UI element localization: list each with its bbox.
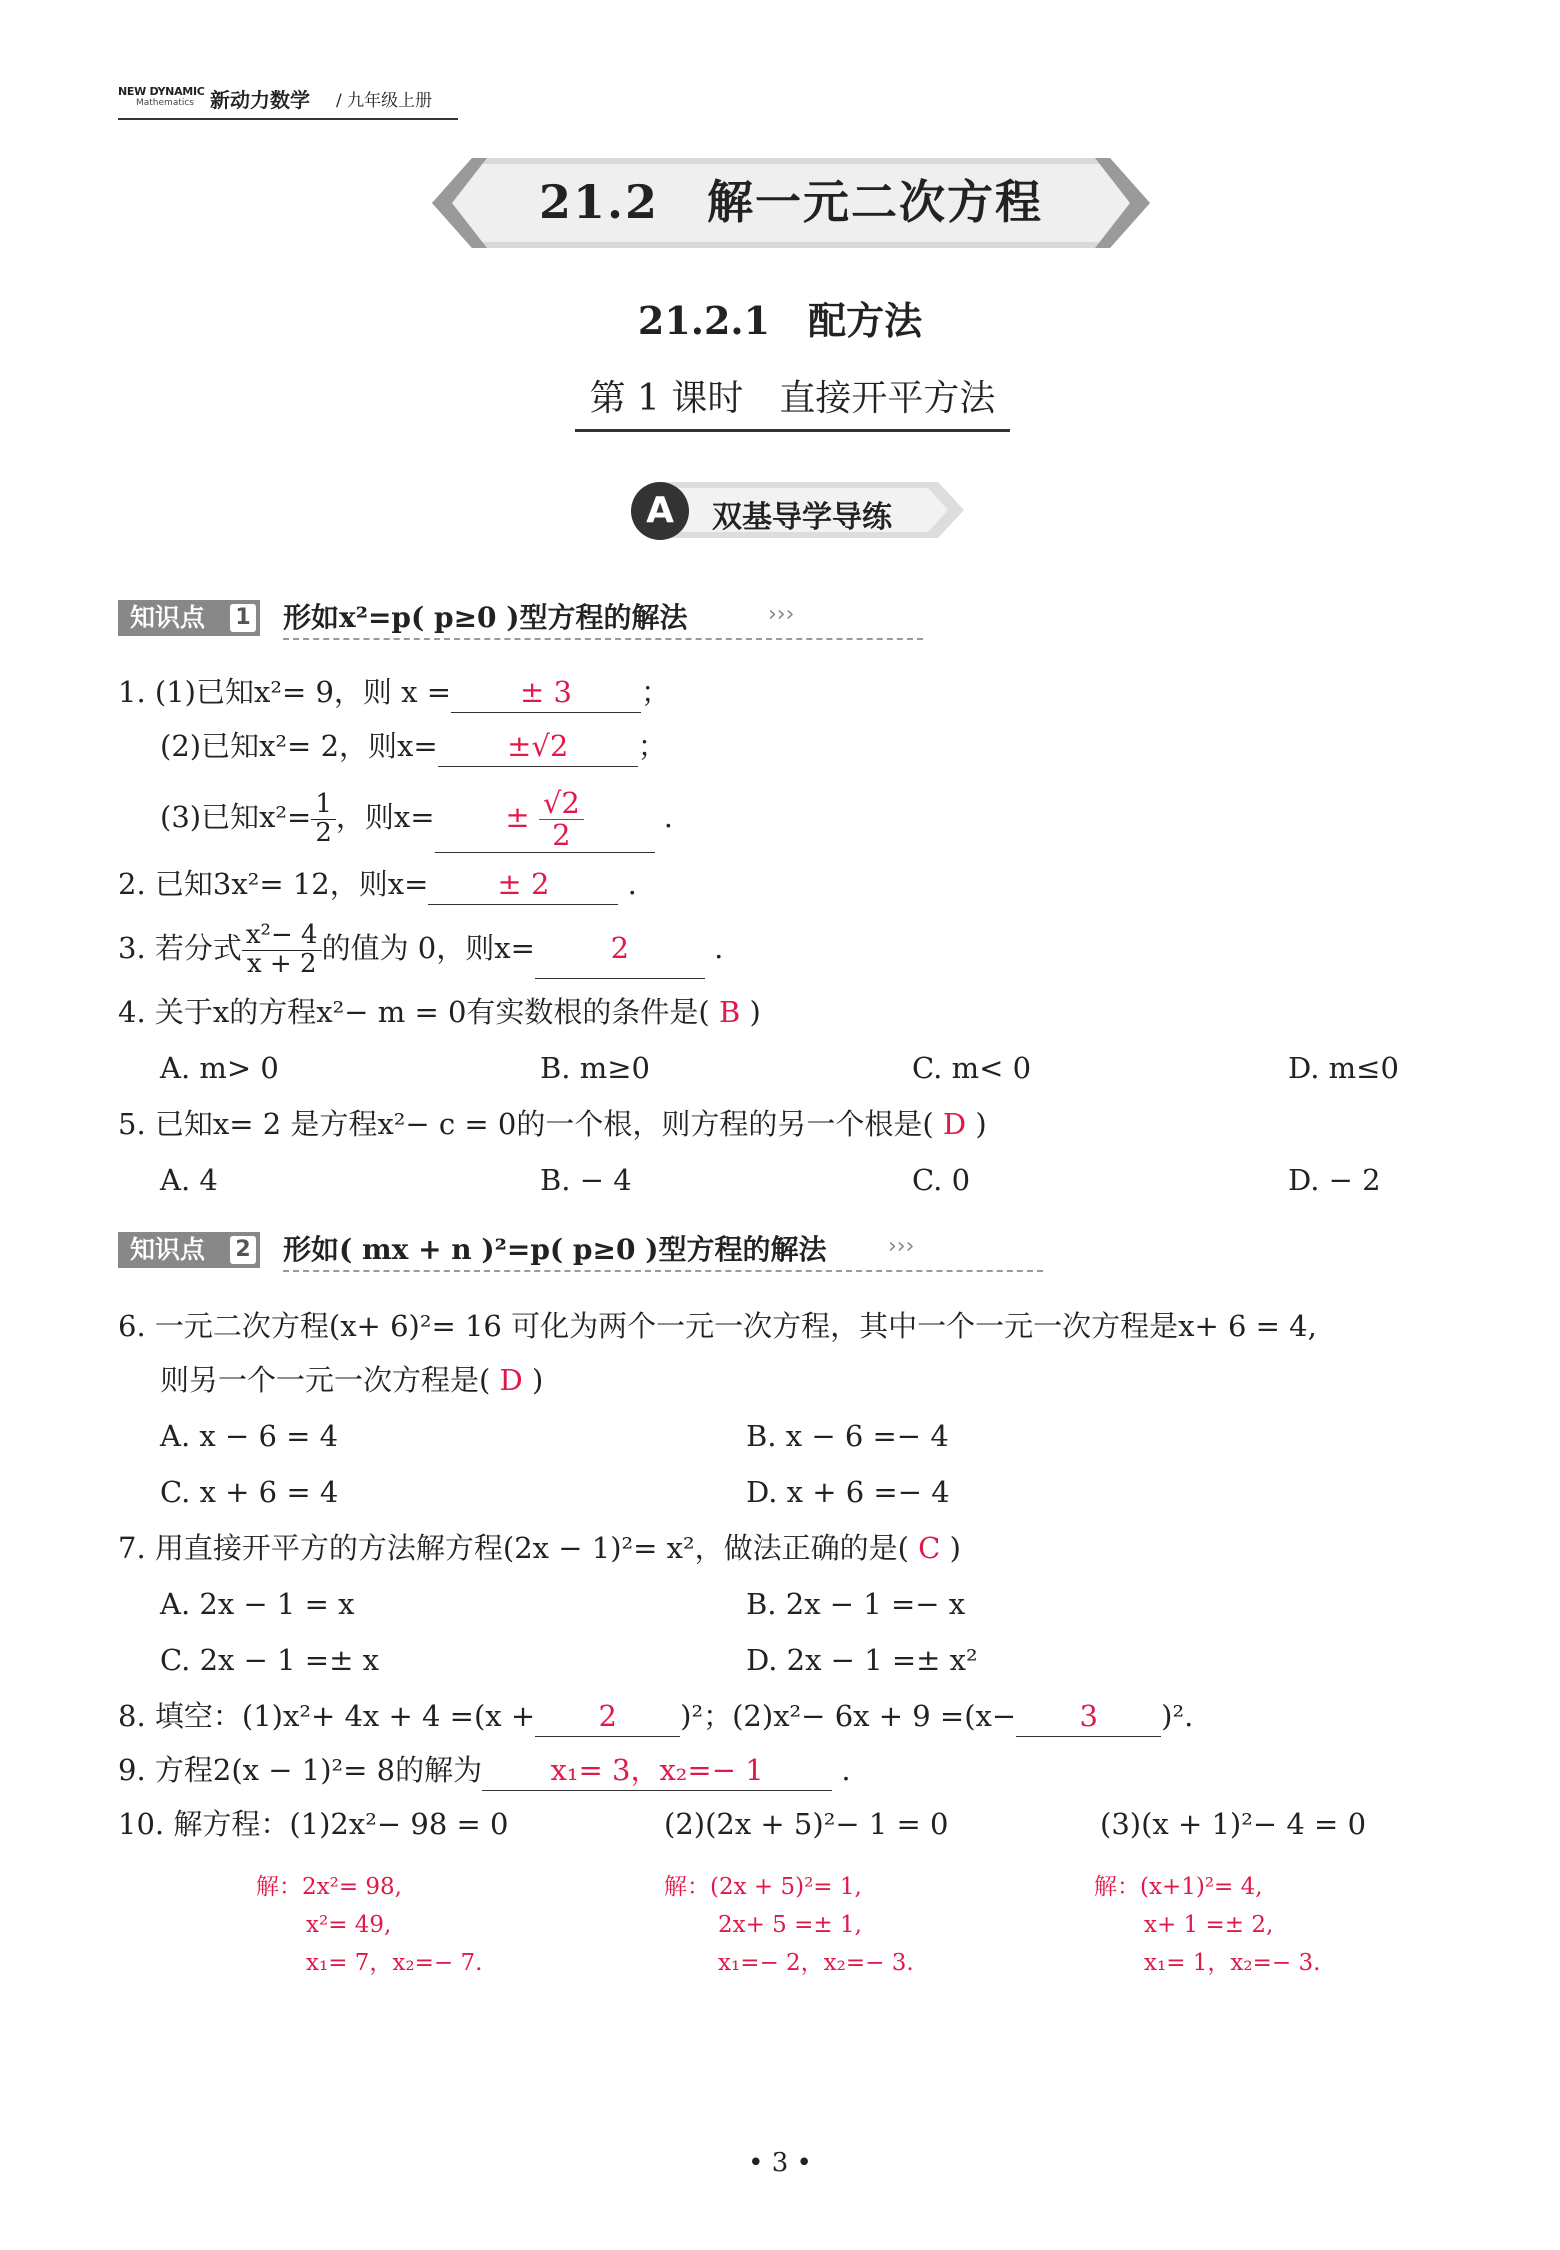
question-7: 7. 用直接开平方的方法解方程(2x − 1)²= x²，做法正确的是( C ) <box>118 1531 961 1565</box>
option-4c: C. m< 0 <box>912 1051 1032 1085</box>
answer-6: D <box>499 1363 523 1397</box>
solution-10-3-line2: x+ 1 =± 2, <box>1144 1912 1274 1938</box>
answer-1c: ± $\frac{√2}{2}$ <box>435 782 655 853</box>
option-6b: B. x − 6 =− 4 <box>746 1419 949 1453</box>
question-4: 4. 关于x的方程x²− m = 0有实数根的条件是( B ) <box>118 995 761 1029</box>
option-7a: A. 2x − 1 = x <box>160 1587 355 1621</box>
answer-8b: 3 <box>1016 1696 1161 1737</box>
answer-5: D <box>942 1107 967 1141</box>
knowledge-point-title: 形如x²=p( p≥0 )型方程的解法 <box>283 601 688 634</box>
dashed-divider <box>283 638 923 640</box>
knowledge-point-number: 1 <box>230 604 256 632</box>
option-7b: B. 2x − 1 =− x <box>746 1587 966 1621</box>
option-4b: B. m≥0 <box>540 1051 650 1085</box>
option-5b: B. − 4 <box>540 1163 632 1197</box>
question-2: 2. 已知3x²= 12，则x= ± 2 . <box>118 864 637 905</box>
series-name: 新动力数学 <box>210 88 310 112</box>
lesson-title: 第 1 课时 直接开平方法 <box>575 370 1010 432</box>
option-7c: C. 2x − 1 =± x <box>160 1643 379 1677</box>
chapter-title: 21.2 解一元二次方程 <box>538 175 1044 229</box>
solution-10-2-line1: 解：(2x + 5)²= 1, <box>664 1874 862 1900</box>
section-a-label: 双基导学导练 <box>712 500 892 535</box>
option-4a: A. m> 0 <box>160 1051 279 1085</box>
knowledge-point-2 <box>118 1232 938 1268</box>
question-10-part3: (3)(x + 1)²− 4 = 0 <box>1100 1807 1367 1841</box>
solution-10-2-line3: x₁=− 2，x₂=− 3. <box>718 1950 914 1976</box>
option-6a: A. x − 6 = 4 <box>160 1419 339 1453</box>
question-1c: (3)已知x²= $\frac{1}{2}$ ，则x= ± $\frac{√2}{2}$ . <box>160 782 673 853</box>
solution-10-3-line1: 解：(x+1)²= 4, <box>1094 1874 1263 1900</box>
answer-9: x₁= 3，x₂=− 1 <box>482 1750 832 1791</box>
solution-10-1-line1: 解：2x²= 98, <box>256 1874 402 1900</box>
answer-8a: 2 <box>535 1696 680 1737</box>
knowledge-point-number: 2 <box>230 1236 256 1264</box>
option-5c: C. 0 <box>912 1163 971 1197</box>
option-5a: A. 4 <box>160 1163 218 1197</box>
dashed-divider <box>283 1270 1043 1272</box>
question-1a: 1. (1)已知x²= 9，则 x = ± 3 ； <box>118 672 670 713</box>
solution-10-1-line3: x₁= 7，x₂=− 7. <box>306 1950 483 1976</box>
solution-10-3-line3: x₁= 1，x₂=− 3. <box>1144 1950 1321 1976</box>
chevrons-icon: ››› <box>768 602 795 627</box>
question-8: 8. 填空：(1)x²+ 4x + 4 =(x + 2 )²；(2)x²− 6x + 9 =(x− 3 )². <box>118 1696 1193 1737</box>
answer-4: B <box>718 995 741 1029</box>
option-7d: D. 2x − 1 =± x² <box>746 1643 978 1677</box>
answer-7: C <box>918 1531 941 1565</box>
section-title: 21.2.1 配方法 <box>637 298 923 343</box>
question-6-line2: 则另一个一元一次方程是( D ) <box>160 1363 544 1397</box>
answer-3: 2 <box>535 918 705 979</box>
knowledge-point-title: 形如( mx + n )²=p( p≥0 )型方程的解法 <box>283 1233 827 1266</box>
knowledge-point-1 <box>118 600 818 636</box>
answer-1b: ±√2 <box>438 726 638 767</box>
grade-label: / 九年级上册 <box>336 91 433 111</box>
question-10-part1: 10. 解方程：(1)2x²− 98 = 0 <box>118 1807 509 1841</box>
chevrons-icon: ››› <box>888 1234 915 1259</box>
solution-10-1-line2: x²= 49, <box>306 1912 392 1938</box>
page-header <box>118 84 458 120</box>
question-9: 9. 方程2(x − 1)²= 8的解为 x₁= 3，x₂=− 1 . <box>118 1750 851 1791</box>
question-3: 3. 若分式 $\frac{\text{x²− 4}}{x + 2}$ 的值为 0，则x= 2 . <box>118 918 723 979</box>
answer-1a: ± 3 <box>451 672 641 713</box>
logo-english: NEW DYNAMIC <box>118 85 205 98</box>
page-number: • 3 • <box>748 2148 812 2178</box>
knowledge-point-tag: 知识点 1 <box>118 600 260 636</box>
question-6-line1: 6. 一元二次方程(x+ 6)²= 16 可化为两个一元一次方程，其中一个一元一次方程是x+ 6 = 4, <box>118 1309 1317 1343</box>
question-10-part2: (2)(2x + 5)²− 1 = 0 <box>664 1807 949 1841</box>
option-5d: D. − 2 <box>1288 1163 1381 1197</box>
answer-2: ± 2 <box>428 864 618 905</box>
section-a-letter: A <box>631 482 689 540</box>
solution-10-2-line2: 2x+ 5 =± 1, <box>718 1912 862 1938</box>
option-4d: D. m≤0 <box>1288 1051 1399 1085</box>
option-6c: C. x + 6 = 4 <box>160 1475 339 1509</box>
knowledge-point-tag: 知识点 2 <box>118 1232 260 1268</box>
question-1b: (2)已知x²= 2，则x= ±√2 ； <box>160 726 667 767</box>
logo-english-sub: Mathematics <box>136 98 194 108</box>
question-5: 5. 已知x= 2 是方程x²− c = 0的一个根，则方程的另一个根是( D ) <box>118 1107 987 1141</box>
option-6d: D. x + 6 =− 4 <box>746 1475 950 1509</box>
